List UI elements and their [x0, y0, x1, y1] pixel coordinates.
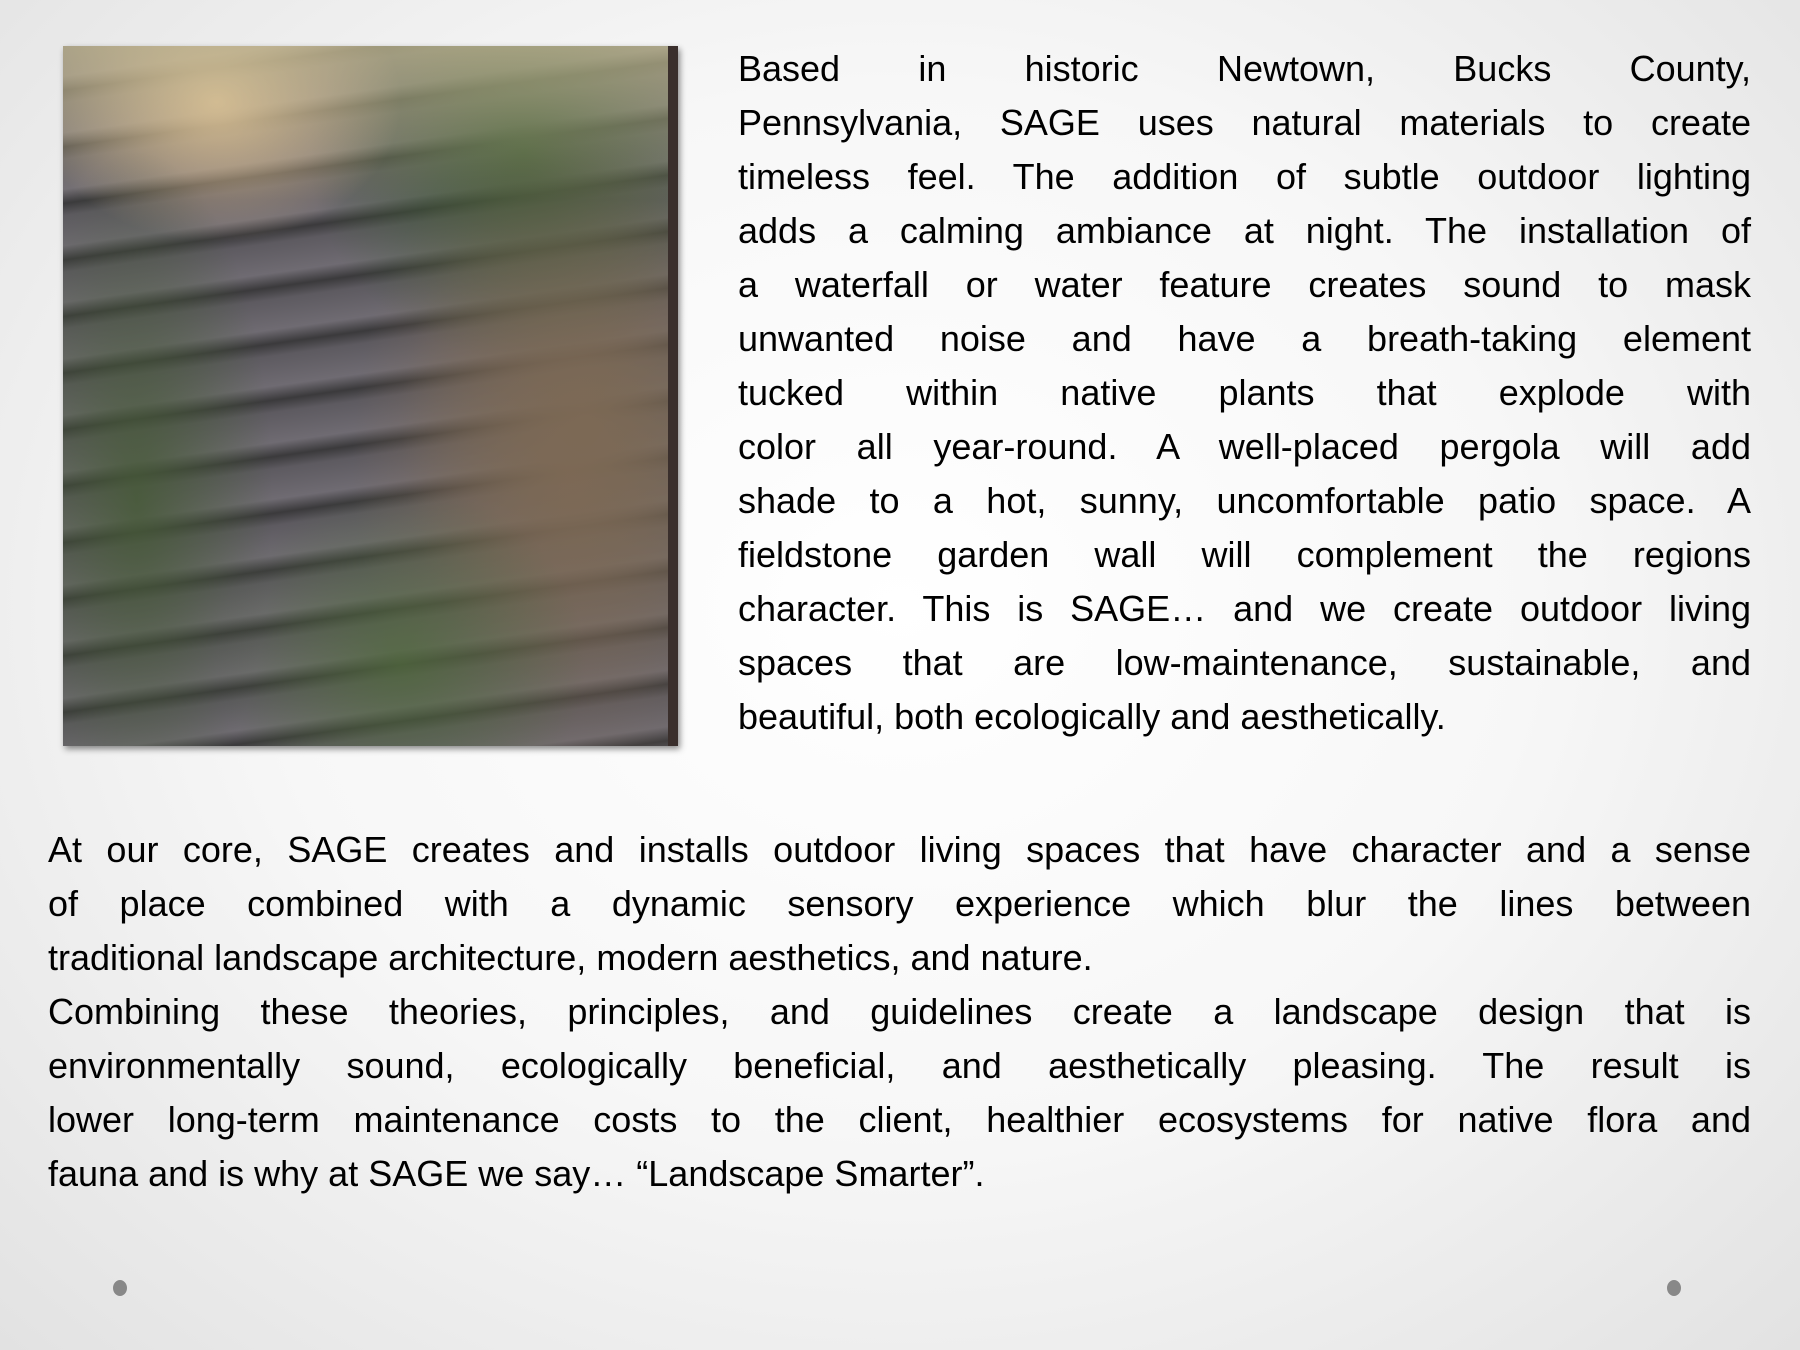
- text-line: beautiful, both ecologically and aesthetically.: [738, 696, 1446, 737]
- text-line: Pennsylvania, SAGE uses natural materials to create: [738, 102, 1751, 143]
- text-line: Based in historic Newtown, Bucks County,: [738, 48, 1751, 89]
- text-line: unwanted noise and have a breath-taking element: [738, 318, 1751, 359]
- text-line: traditional landscape architecture, modern aesthetics, and nature.: [48, 937, 1093, 978]
- core-paragraphs: [48, 823, 1751, 1201]
- text-line: adds a calming ambiance at night. The installation of: [738, 210, 1751, 251]
- stone-steps-photo: [63, 46, 678, 746]
- text-line: At our core, SAGE creates and installs outdoor living spaces that have character and a sense: [48, 829, 1751, 870]
- text-line: a waterfall or water feature creates sound to mask: [738, 264, 1751, 305]
- photo-edge: [668, 46, 678, 746]
- intro-paragraph: [738, 42, 1751, 744]
- text-line: spaces that are low-maintenance, sustainable, and: [738, 642, 1751, 683]
- decorative-dot-left: [113, 1280, 127, 1296]
- text-line: lower long-term maintenance costs to the client, healthier ecosystems for native flora and: [48, 1099, 1751, 1140]
- text-line: timeless feel. The addition of subtle outdoor lighting: [738, 156, 1751, 197]
- text-line: fauna and is why at SAGE we say… “Landscape Smarter”.: [48, 1153, 985, 1194]
- text-line: environmentally sound, ecologically beneficial, and aesthetically pleasing. The result is: [48, 1045, 1751, 1086]
- text-line: tucked within native plants that explode with: [738, 372, 1751, 413]
- text-line: fieldstone garden wall will complement the regions: [738, 534, 1751, 575]
- decorative-dot-right: [1667, 1280, 1681, 1296]
- text-line: color all year-round. A well-placed pergola will add: [738, 426, 1751, 467]
- text-line: Combining these theories, principles, and guidelines create a landscape design that is: [48, 991, 1751, 1032]
- text-line: of place combined with a dynamic sensory experience which blur the lines between: [48, 883, 1751, 924]
- text-line: character. This is SAGE… and we create outdoor living: [738, 588, 1751, 629]
- photo-vegetation: [63, 46, 678, 746]
- text-line: shade to a hot, sunny, uncomfortable patio space. A: [738, 480, 1751, 521]
